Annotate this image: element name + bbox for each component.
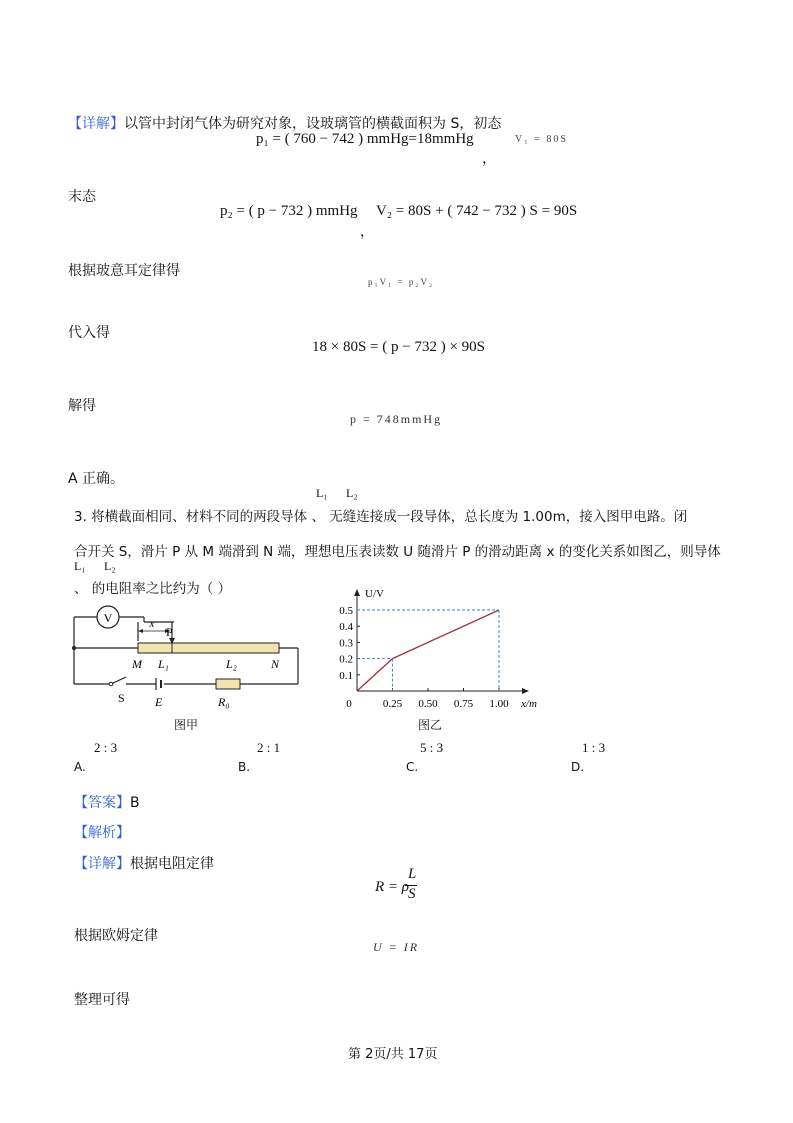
y-tick-label: 0.3 — [339, 637, 353, 650]
option-a-value: 2 : 3 — [94, 740, 118, 755]
label-substitute: 代入得 — [68, 325, 110, 341]
option-d-value: 1 : 3 — [582, 740, 606, 755]
circuit-R0-label: R₀ — [218, 695, 230, 709]
detail-2-line — [74, 853, 214, 873]
circuit-N-label: N — [271, 657, 280, 671]
equation-substitute: 18 × 80S = ( p − 732 ) × 90S — [312, 339, 486, 355]
equation-p2: p₂ = ( p − 732 ) mmHg — [220, 203, 358, 219]
answer-tag: 【答案】 — [74, 795, 130, 811]
circuit-P-label: P — [166, 625, 173, 639]
comma: ， — [482, 151, 496, 167]
detail-text: 以管中封闭气体为研究对象，设玻璃管的横截面积为 S，初态 — [124, 116, 502, 132]
comma-2: ， — [360, 224, 374, 240]
q3-label-L1: L₁ — [316, 486, 328, 500]
q3-line2: 合开关 S，滑片 P 从 M 端滑到 N 端，理想电压表读数 U 随滑片 P 的滑动距离 x 的变化关系如图乙，则导体 — [74, 544, 721, 560]
answer-value: B — [130, 795, 140, 811]
q3-line1: 3. 将横截面相同、材料不同的两段导体 、 无缝连接成一段导体，总长度为 1.00m，接入图甲电路。闭 — [74, 509, 688, 525]
answer-line — [74, 792, 140, 812]
voltage-graph — [325, 585, 555, 715]
y-tick-label: 0.5 — [339, 605, 353, 617]
voltmeter-label: V — [103, 611, 113, 625]
option-c-letter[interactable]: C. — [406, 760, 419, 774]
equation-p1: p₁ = ( 760 − 742 ) mmHg=18mmHg — [256, 131, 474, 147]
circuit-L2-label: L₂ — [226, 657, 237, 671]
x-tick-label: 1.00 — [489, 698, 509, 710]
equation-v2: V₂ = 80S + ( 742 − 732 ) S = 90S — [376, 203, 578, 219]
circuit-S-label: S — [118, 691, 125, 705]
equation-result: p = 748mmHg — [350, 412, 443, 426]
circuit-L1-label: L₁ — [158, 657, 169, 671]
detail-tag: 【详解】 — [68, 116, 124, 132]
option-b-letter[interactable]: B. — [238, 760, 251, 774]
x-tick-label: 0 — [346, 698, 352, 710]
q3-line3: 、 的电阻率之比约为（ ） — [74, 581, 232, 597]
resistor-R0 — [216, 679, 240, 689]
equation-ohm: U = IR — [373, 940, 420, 954]
label-boyle-law: 根据玻意耳定律得 — [68, 263, 180, 279]
resistance-lhs: R = ρ — [375, 879, 409, 895]
x-tick-label: 0.50 — [418, 698, 438, 710]
equation-boyle: p₁V₁ = p₂V₂ — [368, 277, 435, 287]
option-b-value: 2 : 1 — [257, 740, 281, 755]
option-a-letter[interactable]: A. — [74, 760, 86, 774]
equation-v1: V₁ = 80S — [515, 134, 568, 145]
x-tick-label: 0.75 — [453, 698, 474, 710]
detail-line — [68, 113, 501, 133]
circuit-x-label: x — [149, 618, 155, 630]
y-axis-arrow — [354, 589, 360, 596]
option-d-letter[interactable]: D. — [571, 760, 585, 774]
y-axis-label: U/V — [365, 588, 384, 600]
data-line — [357, 610, 499, 691]
detail-2-tag: 【详解】 — [74, 856, 130, 872]
label-final-state: 末态 — [68, 189, 96, 205]
y-tick-label: 0.1 — [339, 669, 353, 682]
y-tick-label: 0.2 — [339, 653, 353, 666]
circuit-caption: 图甲 — [174, 718, 199, 732]
q3-label-L1-b: L₁ — [74, 559, 86, 573]
label-arrange: 整理可得 — [74, 992, 130, 1008]
page-footer: 第 2页/共 17页 — [348, 1047, 438, 1062]
label-solve: 解得 — [68, 398, 96, 414]
resistance-numerator: L — [408, 866, 417, 882]
graph-caption: 图乙 — [418, 718, 443, 732]
label-ohm-law: 根据欧姆定律 — [74, 928, 158, 944]
y-tick-label: 0.4 — [339, 621, 353, 634]
conductor-bar — [138, 643, 279, 653]
analysis-tag: 【解析】 — [74, 825, 130, 841]
q3-label-L2-b: L₂ — [104, 559, 116, 573]
resistance-denominator: S — [408, 886, 416, 902]
detail-2-text: 根据电阻定律 — [130, 856, 214, 872]
option-c-value: 5 : 3 — [420, 740, 444, 755]
circuit-E-label: E — [155, 695, 163, 709]
statement-a-correct: A 正确。 — [68, 471, 125, 487]
q3-label-L2: L₂ — [346, 486, 358, 500]
x-axis-label: x/m — [521, 698, 537, 710]
x-tick-label: 0.25 — [382, 698, 403, 710]
circuit-M-label: M — [132, 657, 142, 671]
x-axis-arrow — [522, 688, 529, 694]
junction-dot — [72, 646, 76, 650]
